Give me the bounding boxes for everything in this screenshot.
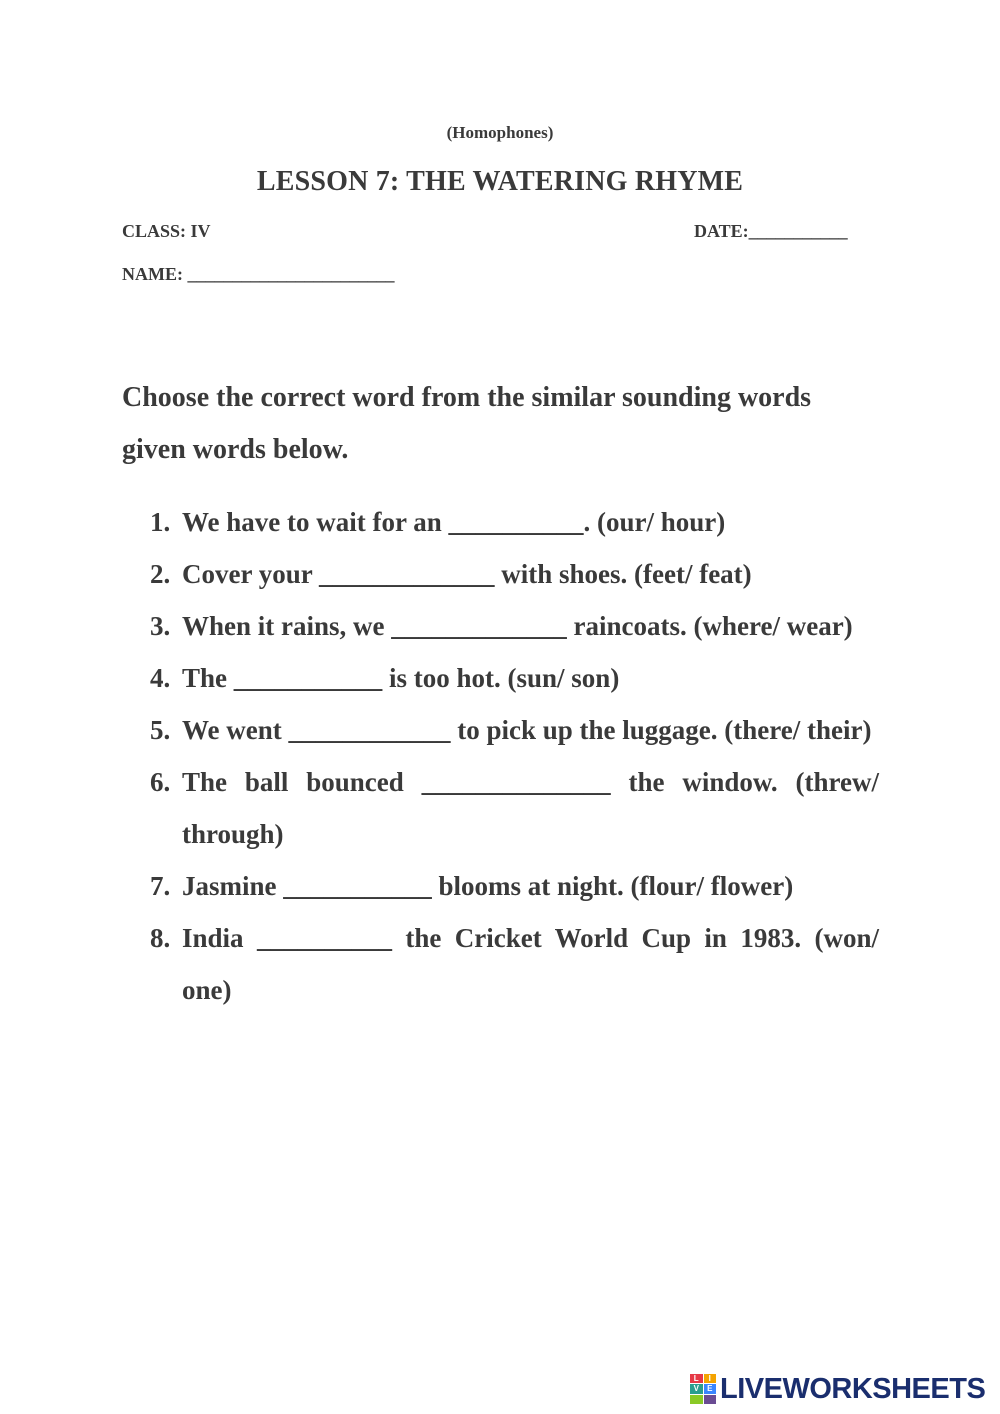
logo-tile [690,1395,703,1404]
question-item [150,756,879,860]
question-number: 3. [150,611,171,641]
question-item [150,652,879,704]
question-text: When it rains, we _____________ raincoats. (where/ wear) [182,611,853,641]
logo-tile: V [690,1384,703,1393]
question-text: Jasmine ___________ blooms at night. (flour/ flower) [182,871,794,901]
question-text: We have to wait for an __________. (our/ hour) [182,507,726,537]
question-number: 1. [150,507,171,537]
logo-tile [704,1395,717,1404]
question-text: India __________ the Cricket World Cup in 1983. (won/ one) [182,923,879,1005]
question-number: 4. [150,663,171,693]
question-item [150,496,879,548]
question-number: 2. [150,559,171,589]
name-field: NAME: _______________________ [122,264,395,284]
question-item [150,704,879,756]
instructions-text: Choose the correct word from the similar sounding words given words below. [122,382,812,465]
class-field: CLASS: IV [122,221,211,241]
question-item [150,912,879,1016]
question-text: The ball bounced ______________ the window. (threw/ through) [182,767,879,849]
question-item [150,860,879,912]
worksheet-subtitle: (Homophones) [446,123,554,142]
date-field: DATE:___________ [694,221,848,241]
question-item [150,600,879,652]
liveworksheets-logo-text: LIVEWORKSHEETS [720,1372,986,1405]
liveworksheets-logo-icon [690,1374,716,1404]
question-text: We went ____________ to pick up the luggage. (there/ their) [182,715,872,745]
logo-tile: I [704,1374,717,1383]
question-number: 6. [150,767,171,797]
question-number: 5. [150,715,171,745]
question-number: 7. [150,871,171,901]
logo-tile: E [704,1384,717,1393]
question-number: 8. [150,923,171,953]
lesson-title: LESSON 7: THE WATERING RHYME [256,166,744,197]
liveworksheets-watermark [690,1373,985,1405]
question-text: The ___________ is too hot. (sun/ son) [182,663,620,693]
question-list [150,496,879,1016]
logo-tile: L [690,1374,703,1383]
question-text: Cover your _____________ with shoes. (feet/ feat) [182,559,752,589]
question-item [150,548,879,600]
